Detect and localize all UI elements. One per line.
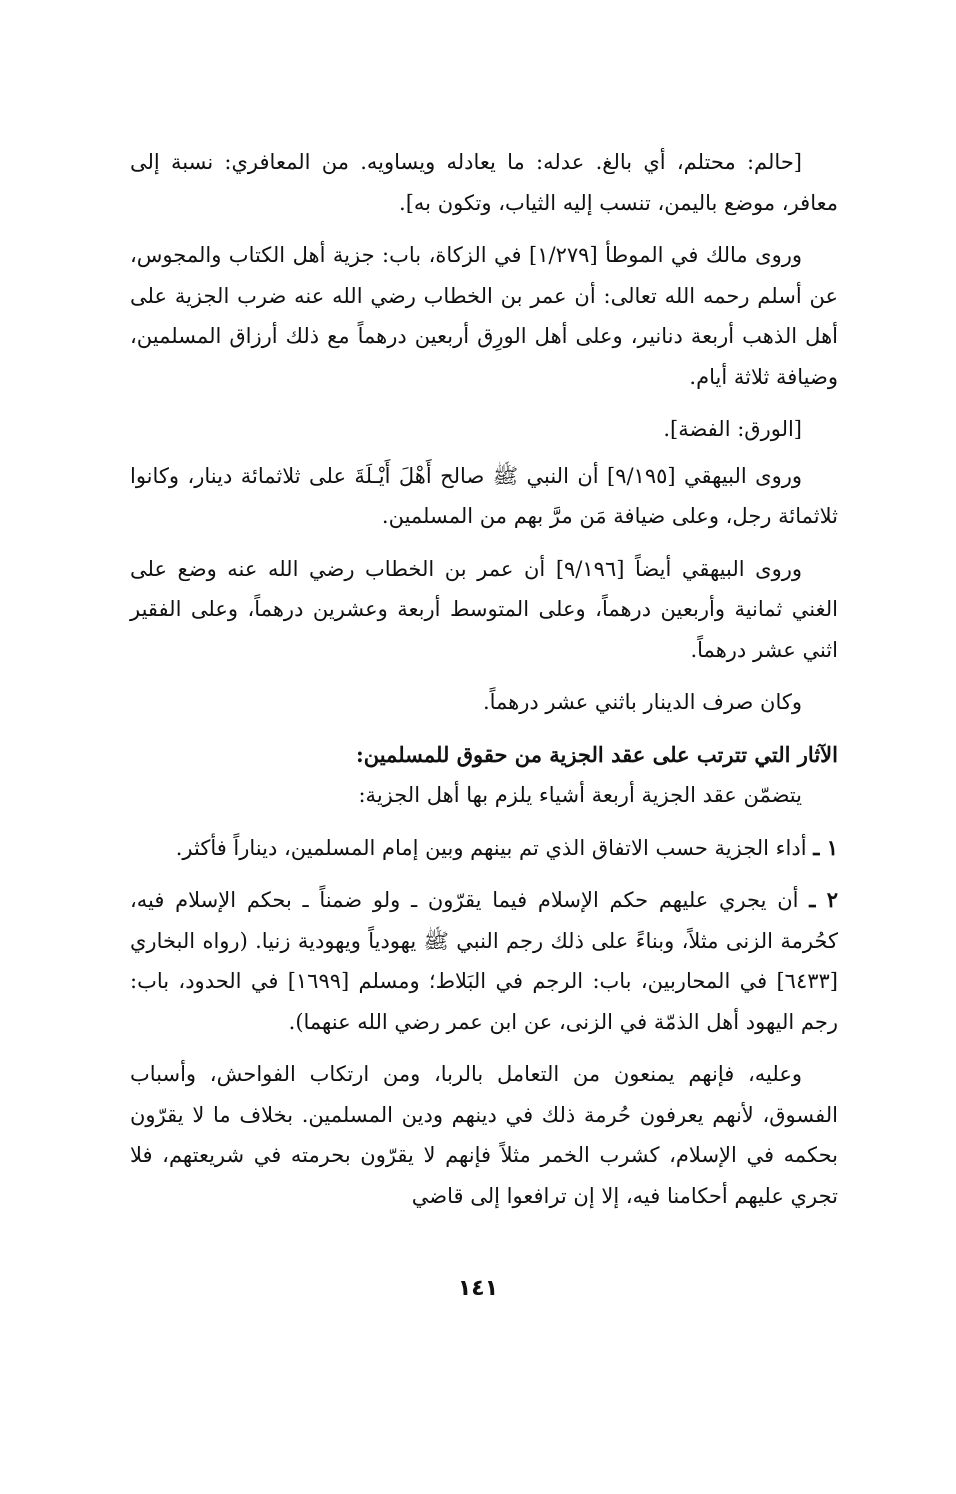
section-heading: الآثار التي تترتب على عقد الجزية من حقوق للمسلمين:: [355, 741, 838, 767]
list-item: [130, 880, 838, 1042]
section-subheading: يتضمّن عقد الجزية أربعة أشياء يلزم بها أهل الجزية:: [358, 783, 802, 807]
body-paragraph: وروى مالك في الموطأ [١/٢٧٩] في الزكاة، باب: جزية أهل الكتاب والمجوس، عن أسلم رحمه الله تعالى: أن عمر بن الخطاب رضي الله عنه ضرب الجزية على أهل الذهب أربعة دنانير، وعلى أهل الورِق أربعين درهماً مع ذلك أرزاق المسلمين، وضيافة ثلاثة أيام.: [130, 243, 838, 389]
list-item-text: أن يجري عليهم حكم الإسلام فيما يقرّون ـ ولو ضمناً ـ بحكم الإسلام فيه، كحُرمة الزنى مثلاً، وبناءً على ذلك رجم النبي ﷺ يهودياً ويهودية زنيا. (رواه البخاري [٦٤٣٣] في المحاربين، باب: الرجم في البَلاط؛ ومسلم [١٦٩٩] في الحدود، باب: رجم اليهود أهل الذمّة في الزنى، عن ابن عمر رضي الله عنهما).: [130, 888, 838, 1034]
list-item-number: ١ ـ: [813, 834, 838, 860]
note-paragraph: [الورق: الفضة].: [663, 417, 802, 441]
body-paragraph: وكان صرف الدينار باثني عشر درهماً.: [482, 690, 802, 714]
list-item-number: ٢ ـ: [809, 887, 838, 912]
body-paragraph: وروى البيهقي أيضاً [٩/١٩٦] أن عمر بن الخطاب رضي الله عنه وضع على الغني ثمانية وأربعين درهماً، وعلى المتوسط أربعة وعشرين درهماً، وعلى الفقير اثني عشر درهماً.: [130, 556, 838, 662]
list-item-text: أداء الجزية حسب الاتفاق الذي تم بينهم وبين إمام المسلمين، ديناراً فأكثر.: [175, 835, 807, 860]
note-paragraph: [حالم: محتلم، أي بالغ. عدله: ما يعادله ويساويه. من المعافري: نسبة إلى معافر، موضع باليمن، تنسب إليه الثياب، وتكون به].: [130, 150, 838, 215]
page-number: ١٤١: [457, 1276, 499, 1301]
page-body: [130, 142, 838, 1228]
body-paragraph: وعليه، فإنهم يمنعون من التعامل بالربا، ومن ارتكاب الفواحش، وأسباب الفسوق، لأنهم يعرفون حُرمة ذلك في دينهم ودين المسلمين. بخلاف ما لا يقرّون بحكمه في الإسلام، كشرب الخمر مثلاً فإنهم لا يقرّون بحرمته في شريعتهم، فلا تجري عليهم أحكامنا فيه، إلا إن ترافعوا إلى قاضي: [130, 1062, 838, 1208]
list-item: [130, 828, 838, 869]
body-paragraph: وروى البيهقي [٩/١٩٥] أن النبي ﷺ صالح أَهْلَ أَيْـلَةَ على ثلاثمائة دينار، وكانوا ثلاثمائة رجل، وعلى ضيافة مَن مرَّ بهم من المسلمين.: [130, 463, 838, 528]
